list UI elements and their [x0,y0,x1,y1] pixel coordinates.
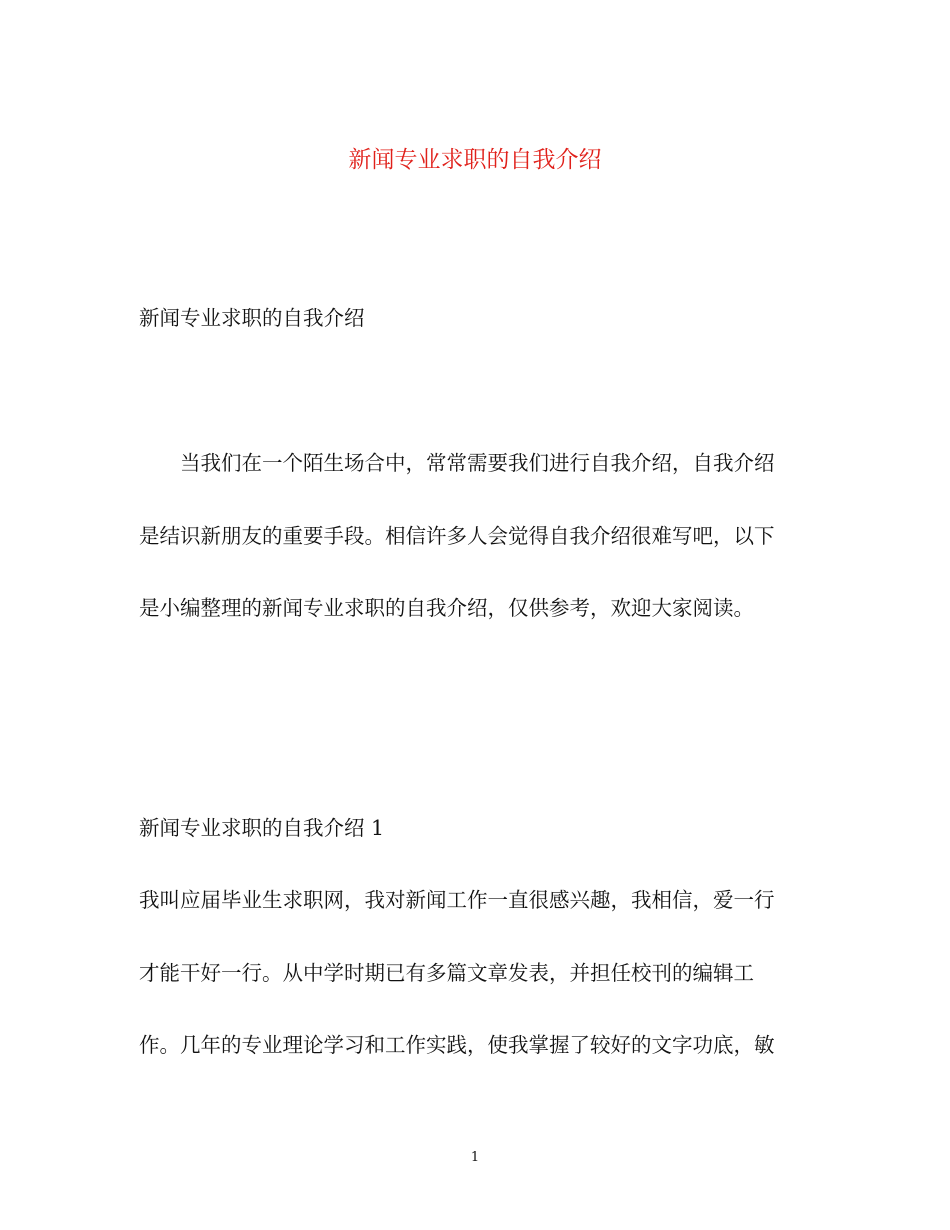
document-title: 新闻专业求职的自我介绍 [348,147,602,173]
intro-line: 是小编整理的新闻专业求职的自我介绍，仅供参考，欢迎大家阅读。 [139,596,754,620]
section-line: 作。几年的专业理论学习和工作实践，使我掌握了较好的文字功底，敏 [139,1033,775,1057]
page-number: 1 [470,1150,480,1165]
section-line: 我叫应届毕业生求职网，我对新闻工作一直很感兴趣，我相信，爱一行 [139,888,775,912]
section-heading: 新闻专业求职的自我介绍 1 [139,816,385,840]
document-subtitle: 新闻专业求职的自我介绍 [139,306,365,330]
intro-line: 是结识新朋友的重要手段。相信许多人会觉得自我介绍很难写吧，以下 [139,524,775,548]
section-line: 才能干好一行。从中学时期已有多篇文章发表，并担任校刊的编辑工 [139,961,754,985]
intro-line: 当我们在一个陌生场合中，常常需要我们进行自我介绍，自我介绍 [139,451,775,475]
